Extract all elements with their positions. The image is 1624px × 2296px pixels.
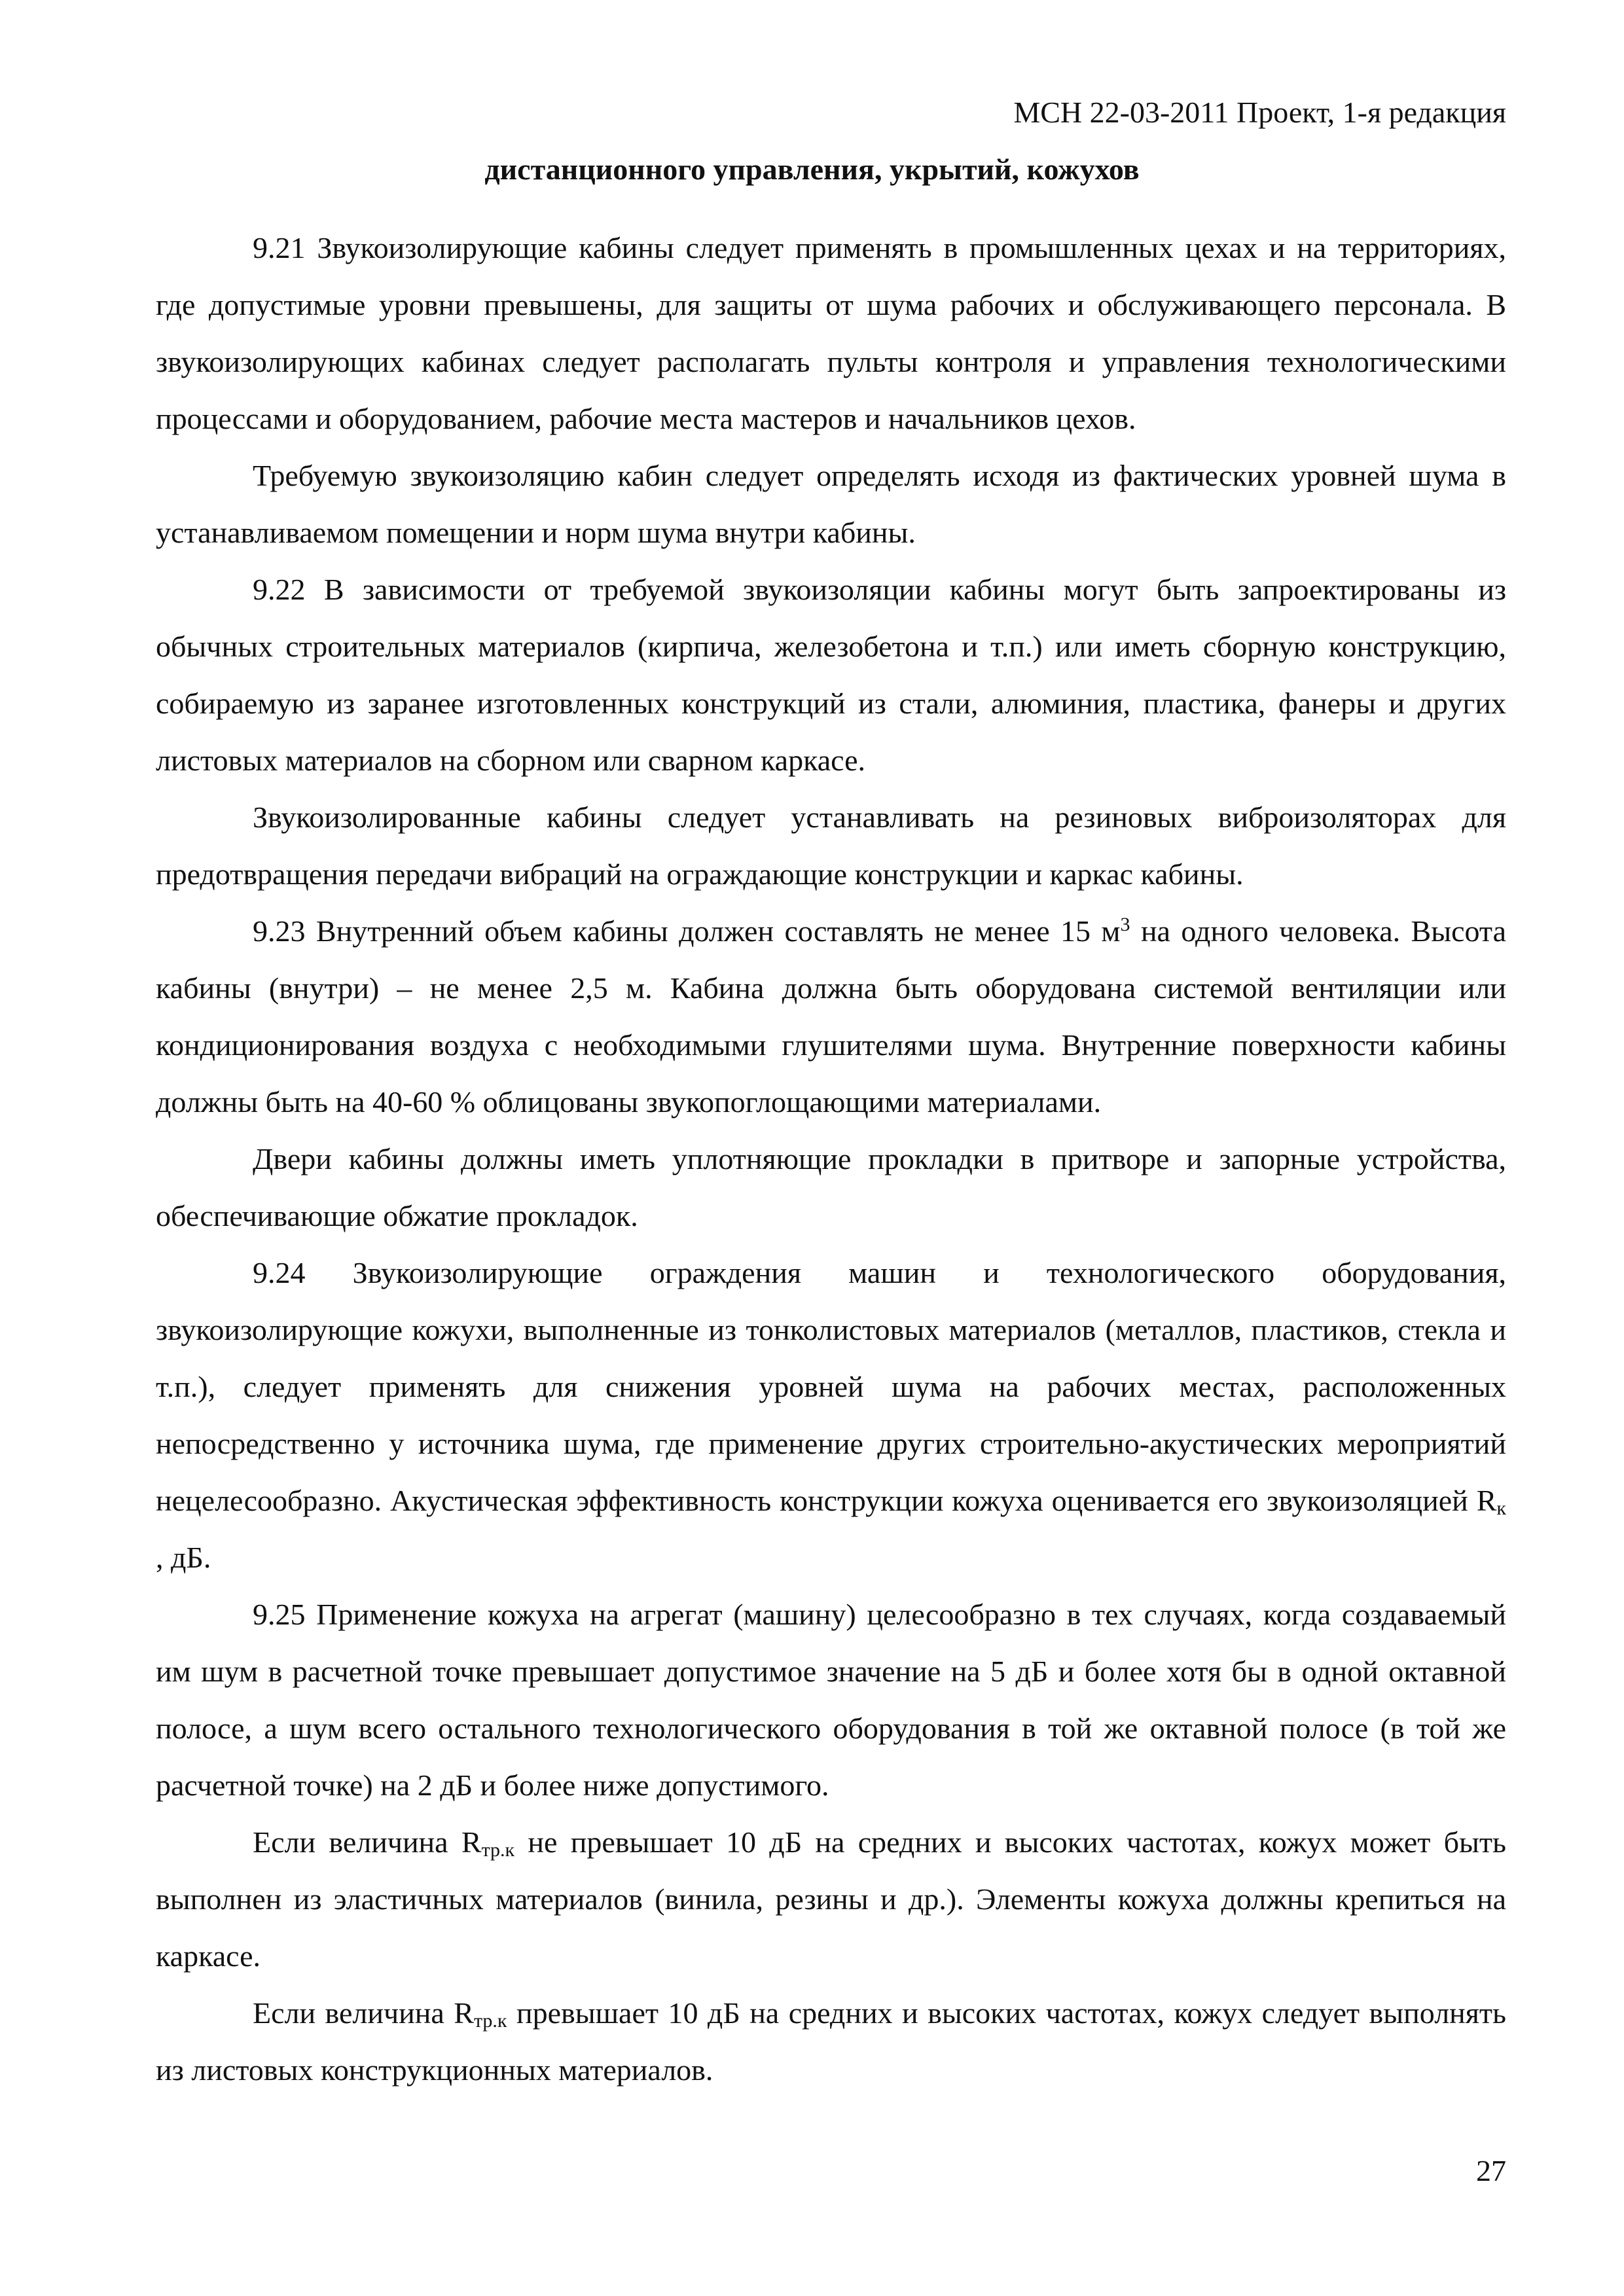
text-run: не превышает 10 дБ на средних и высоких частотах, кожух может быть выполнен из эластичных материалов (винила, резины и др.). Элементы кожуха должны крепиться на каркасе.	[156, 1825, 1506, 1973]
body-text	[156, 219, 1506, 2098]
paragraph-sheet-materials	[156, 1984, 1506, 2098]
paragraph-doors: Двери кабины должны иметь уплотняющие прокладки в притворе и запорные устройства, обеспечивающие обжатие прокладок.	[156, 1142, 1506, 1232]
paragraph-9-24	[156, 1244, 1506, 1586]
text-run: Если величина R	[253, 1996, 474, 2030]
section-title: дистанционного управления, укрытий, кожухов	[484, 152, 1140, 186]
page-number: 27	[1476, 2154, 1506, 2187]
text-run: Если величина R	[253, 1825, 482, 1859]
paragraph-elastic-materials	[156, 1814, 1506, 1984]
paragraph-vibration-isolators: Звукоизолированные кабины следует устанавливать на резиновых виброизоляторах для предотвращения передачи вибраций на ограждающие конструкции и каркас кабины.	[156, 800, 1506, 891]
text-run: , дБ.	[156, 1541, 211, 1574]
paragraph-9-22: 9.22 В зависимости от требуемой звукоизоляции кабины могут быть запроектированы из обычных строительных материалов (кирпича, железобетона и т.п.) или иметь сборную конструкцию, собираемую из заранее изготовленных конструкций из стали, алюминия, пластика, фанеры и других листовых материалов на сборном или сварном каркасе.	[156, 573, 1506, 777]
paragraph-9-21: 9.21 Звукоизолирующие кабины следует применять в промышленных цехах и на территориях, где допустимые уровни превышены, для защиты от шума рабочих и обслуживающего персонала. В звукоизолирующих кабинах следует располагать пульты контроля и управления технологическими процессами и оборудованием, рабочие места мастеров и начальников цехов.	[156, 231, 1506, 435]
paragraph-9-25: 9.25 Применение кожуха на агрегат (машину) целесообразно в тех случаях, когда создаваемый им шум в расчетной точке превышает допустимое значение на 5 дБ и более хотя бы в одной октавной полосе, а шум всего остального технологического оборудования в той же октавной полосе (в той же расчетной точке) на 2 дБ и более ниже допустимого.	[156, 1598, 1506, 1802]
subscript: к	[1496, 1498, 1506, 1519]
text-run: на одного человека. Высота кабины (внутри) – не менее 2,5 м. Кабина должна быть оборудована системой вентиляции или кондиционирования воздуха с необходимыми глушителями шума. Внутренние поверхности кабины должны быть на 40-60 % облицованы звукопоглощающими материалами.	[156, 914, 1506, 1119]
subscript: тр.к	[481, 1839, 515, 1861]
subscript: тр.к	[473, 2010, 507, 2032]
superscript: 3	[1120, 914, 1130, 935]
text-run: 9.23 Внутренний объем кабины должен составлять не менее 15 м	[253, 914, 1121, 948]
text-run: 9.24 Звукоизолирующие ограждения машин и технологического оборудования, звукоизолирующие кожухи, выполненные из тонколистовых материалов (металлов, пластиков, стекла и т.п.), следует применять для снижения уровней шума на рабочих местах, расположенных непосредственно у источника шума, где применение других строительно-акустических мероприятий нецелесообразно. Акустическая эффективность конструкции кожуха оценивается его звукоизоляцией R	[156, 1256, 1506, 1517]
paragraph-required-insulation: Требуемую звукоизоляцию кабин следует определять исходя из фактических уровней шума в устанавливаемом помещении и норм шума внутри кабины.	[156, 459, 1506, 549]
text-run: превышает 10 дБ на средних и высоких частотах, кожух следует выполнять из листовых конструкционных материалов.	[156, 1996, 1507, 2087]
document-header: МСН 22-03-2011 Проект, 1-я редакция	[1013, 96, 1506, 129]
paragraph-9-23	[156, 903, 1506, 1130]
